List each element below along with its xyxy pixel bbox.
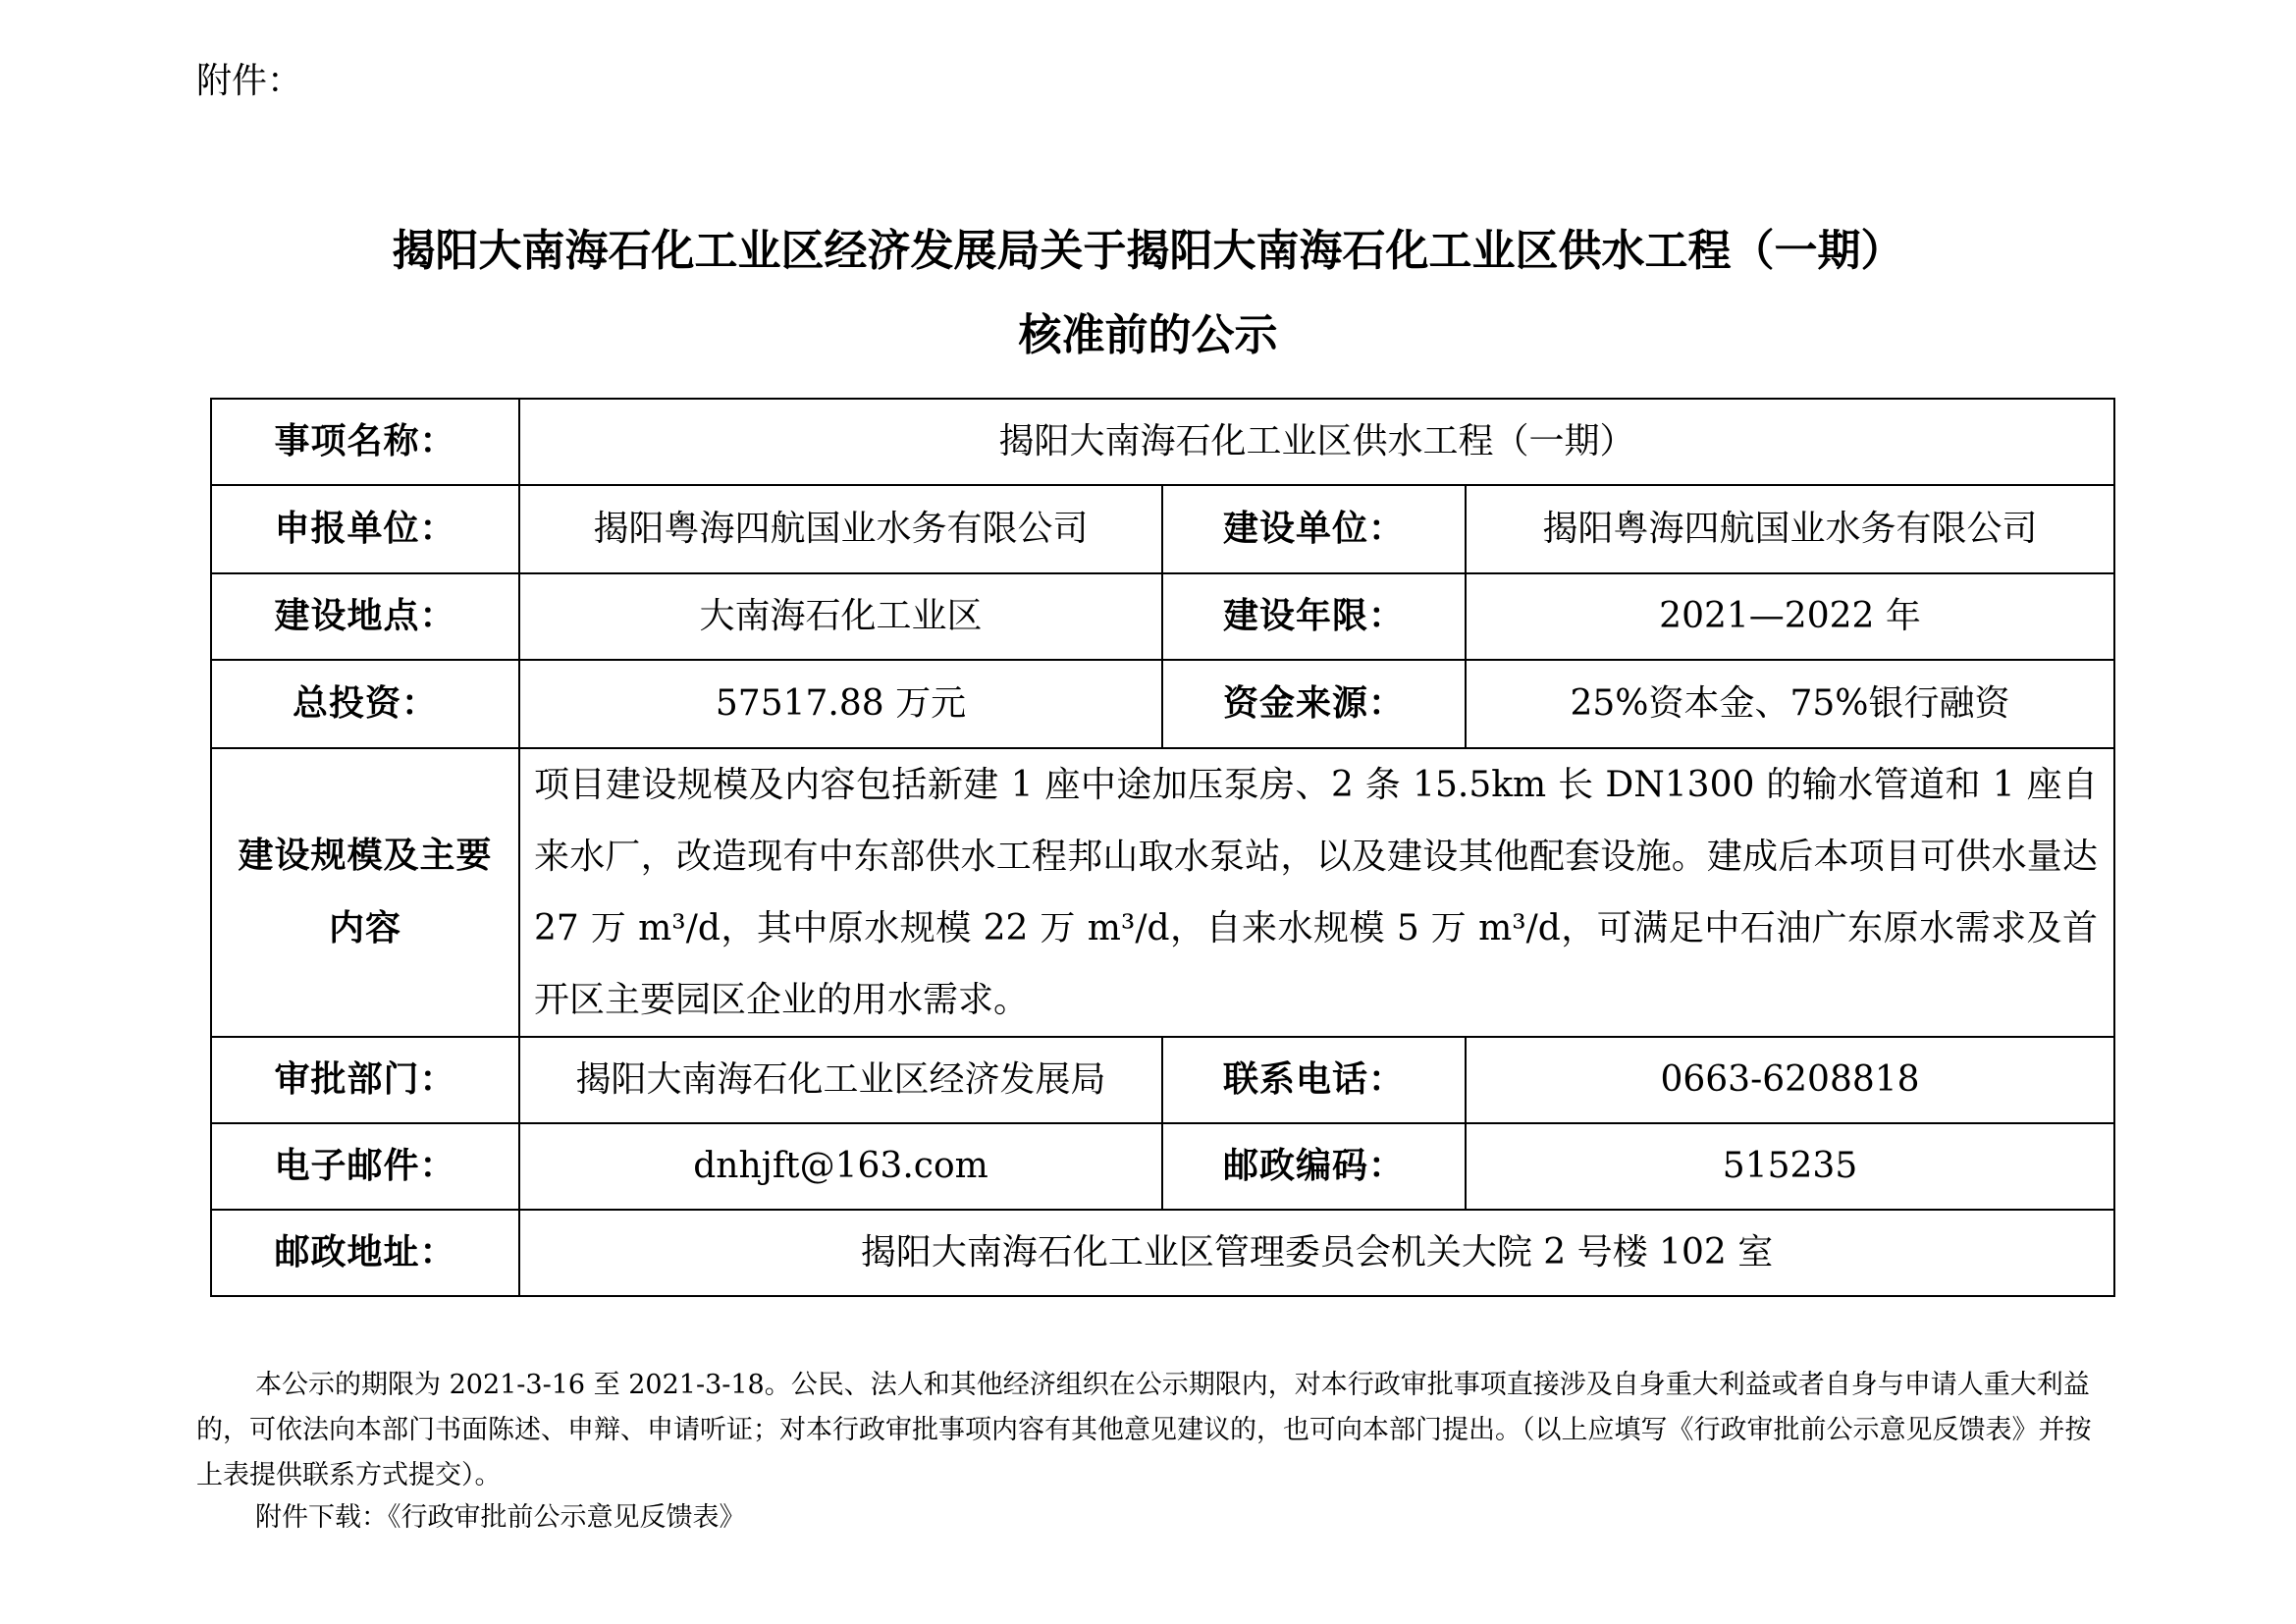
investment-value: 57517.88 万元 — [519, 660, 1162, 748]
notice-paragraph: 本公示的期限为 2021-3-16 至 2021-3-18。公民、法人和其他经济组织在公示期限内，对本行政审批事项直接涉及自身重大利益或者自身与申请人重大利益的，可依法向本部门书面陈述、申辩、申请听证；对本行政审批事项内容有其他意见建议的，也可向本部门提出。（以上应填写《行政审批前公示意见反馈表》并按上表提供联系方式提交）。 — [196, 1370, 2092, 1490]
download-label: 附件下载： — [255, 1502, 388, 1533]
location-label: 建设地点： — [211, 573, 519, 660]
address-label: 邮政地址： — [211, 1210, 519, 1296]
address-value: 揭阳大南海石化工业区管理委员会机关大院 2 号楼 102 室 — [519, 1210, 2114, 1296]
email-label: 电子邮件： — [211, 1123, 519, 1210]
item-name-value: 揭阳大南海石化工业区供水工程（一期） — [519, 399, 2114, 485]
download-line — [196, 1495, 2110, 1541]
investment-label: 总投资： — [211, 660, 519, 748]
postcode-value: 515235 — [1466, 1123, 2114, 1210]
approval-dept-label: 审批部门： — [211, 1037, 519, 1123]
applicant-value: 揭阳粤海四航国业水务有限公司 — [519, 485, 1162, 573]
item-name-label: 事项名称： — [211, 399, 519, 485]
location-value: 大南海石化工业区 — [519, 573, 1162, 660]
scale-label-line1: 建设规模及主要 — [238, 836, 493, 876]
table-row — [211, 1037, 2114, 1123]
phone-label: 联系电话： — [1162, 1037, 1466, 1123]
table-row — [211, 573, 2114, 660]
phone-value: 0663-6208818 — [1466, 1037, 2114, 1123]
table-row — [211, 748, 2114, 1037]
scale-label — [211, 748, 519, 1037]
notice-table — [210, 398, 2115, 1297]
period-label: 建设年限： — [1162, 573, 1466, 660]
table-row — [211, 399, 2114, 485]
notice-subtitle: 核准前的公示 — [1018, 310, 1278, 360]
notice-footer — [196, 1363, 2110, 1498]
table-row — [211, 660, 2114, 748]
scale-label-line2: 内容 — [328, 908, 401, 948]
builder-label: 建设单位： — [1162, 485, 1466, 573]
attachment-label: 附件： — [196, 61, 303, 101]
approval-dept-value: 揭阳大南海石化工业区经济发展局 — [519, 1037, 1162, 1123]
table-row — [211, 1123, 2114, 1210]
funding-value: 25%资本金、75%银行融资 — [1466, 660, 2114, 748]
postcode-label: 邮政编码： — [1162, 1123, 1466, 1210]
period-value: 2021—2022 年 — [1466, 573, 2114, 660]
builder-value: 揭阳粤海四航国业水务有限公司 — [1466, 485, 2114, 573]
table-row — [211, 1210, 2114, 1296]
applicant-label: 申报单位： — [211, 485, 519, 573]
table-row — [211, 485, 2114, 573]
notice-title: 揭阳大南海石化工业区经济发展局关于揭阳大南海石化工业区供水工程（一期） — [392, 226, 1904, 276]
email-value: dnhjft@163.com — [519, 1123, 1162, 1210]
scale-description: 项目建设规模及内容包括新建 1 座中途加压泵房、2 条 15.5km 长 DN1300 的输水管道和 1 座自来水厂，改造现有中东部供水工程邦山取水泵站，以及建设其他配套设施。建成后本项目可供水量达 27 万 m³/d，其中原水规模 22 万 m³/d，自来水规模 5 万 m³/d，可满足中石油广东原水需求及首开区主要园区企业的用水需求。 — [519, 748, 2114, 1037]
funding-label: 资金来源： — [1162, 660, 1466, 748]
download-link[interactable]: 《行政审批前公示意见反馈表》 — [388, 1502, 746, 1533]
